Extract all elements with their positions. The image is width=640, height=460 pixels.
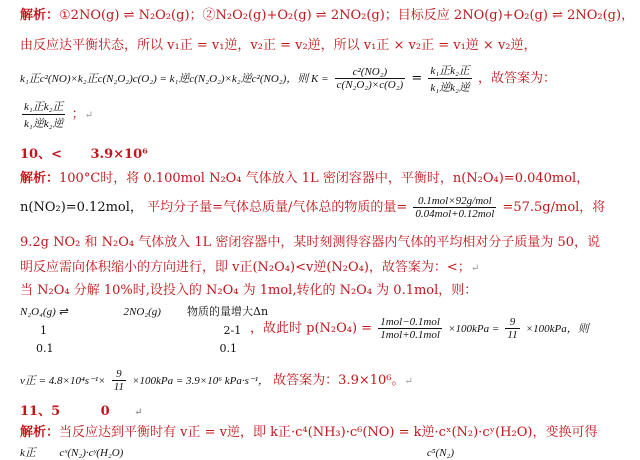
line-9: 明反应需向体积缩小的方向进行，即 v正(N₂O₄)<v逆(N₂O₄)，故答案为：<；↵ xyxy=(20,260,480,275)
question-10: 10、< 3.9×10⁶ xyxy=(20,147,148,162)
pressure-equation: ，故此时 p(N₂O₄) = $\frac{\text{1mol−0.1mol}}{\text{1mol+0.1mol}}$ ×100kPa = $\frac{9}{11}$ ×100kPa，则 xyxy=(250,316,589,341)
line-4: $\frac{\text{k₁正k₂正}}{\text{k₁逆k₂逆}}$ ；↵ xyxy=(20,98,93,131)
reaction-text: ①2NO(g) ⇌ N₂O₂(g)；②N₂O₂(g)+O₂(g) ⇌ 2NO₂(g)；目标反应 2NO(g)+O₂(g) ⇌ 2NO₂(g)， xyxy=(59,8,635,23)
line-1 xyxy=(20,4,634,23)
reaction-table-row-1: 1 2-1 xyxy=(40,324,242,337)
line-16: 解析：当反应达到平衡时有 v正 = v逆，即 k正·c⁴(NH₃)·c⁶(NO) = k逆·cˣ(N₂)·cʸ(H₂O)，变换可得 xyxy=(20,425,598,440)
line-6: 解析：100°C时，将 0.100mol N₂O₄ 气体放入 1L 密闭容器中，平衡时，n(N₂O₄)=0.040mol， xyxy=(20,171,590,186)
reaction-table-row-2: 0.1 0.1 xyxy=(36,342,237,355)
line-7: n(NO₂)=0.12mol， 平均分子量=气体总质量/气体总的物质的量= $\frac{\text{0.1mol×92g/mol}}{\text{0.04mol+0.12mol}}$ =57.5g/mol，将 xyxy=(20,195,606,220)
k-fraction: $\frac{\text{c²(NO₂)}}{\text{c(N₂O₂)×c(O₂)}}$ xyxy=(336,66,404,91)
line-2 xyxy=(20,34,537,53)
molar-mass-fraction: $\frac{\text{0.1mol×92g/mol}}{\text{0.04mol+0.12mol}}$ xyxy=(415,195,495,220)
reaction-table-header: N₂O₄(g) ⇌ 2NO₂(g) 物质的量增大Δn xyxy=(20,305,269,318)
rate-constant-fraction: $\frac{\text{k₁正k₂正}}{\text{k₁逆k₂逆}}$ xyxy=(428,62,471,95)
equilibrium-text: 由反应达平衡状态，所以 v₁正 = v₁逆，v₂正 = v₂逆，所以 v₁正 × v₂正 = v₁逆 × v₂逆， xyxy=(20,38,537,53)
line-17: k正 cˣ(N₂)·cʸ(H₂O) c⁵(N₂) xyxy=(20,447,455,459)
line-3: k₁正c²(NO)×k₂正c(N₂O₂)c(O₂) = k₁逆c(N₂O₂)×k₂逆c²(NO₂)，则 K = $\frac{\text{c²(NO₂)}}{\text{c(N₂O₂)×c(O₂)}}$ = $\frac{\text{k₁正k₂正}}{\text{k₁逆k₂逆}}$ ，故答案为： xyxy=(20,62,556,95)
line-10: 当 N₂O₄ 分解 10%时,设投入的 N₂O₄ 为 1mol,转化的 N₂O₄ 为 0.1mol，则： xyxy=(20,283,478,298)
answer-fraction: $\frac{\text{k₁正k₂正}}{\text{k₁逆k₂逆}}$ xyxy=(22,98,65,131)
rate-result-line: v正 = 4.8×10⁴s⁻¹× $\frac{9}{11}$ ×100kPa = 3.9×10⁶ kPa·s⁻¹， 故答案为：3.9×10⁶。↵ xyxy=(20,368,413,393)
analysis-label: 解析： xyxy=(20,8,60,23)
line-8: 9.2g NO₂ 和 N₂O₄ 气体放入 1L 密闭容器中，某时刻测得容器内气体的平均相对分子质量为 50，说 xyxy=(20,235,601,250)
question-11: 11、5 0 ↵ xyxy=(20,404,143,419)
rate-equation: k₁正c²(NO)×k₂正c(N₂O₂)c(O₂) = k₁逆c(N₂O₂)×k₂逆c²(NO₂)，则 K = xyxy=(20,73,329,85)
